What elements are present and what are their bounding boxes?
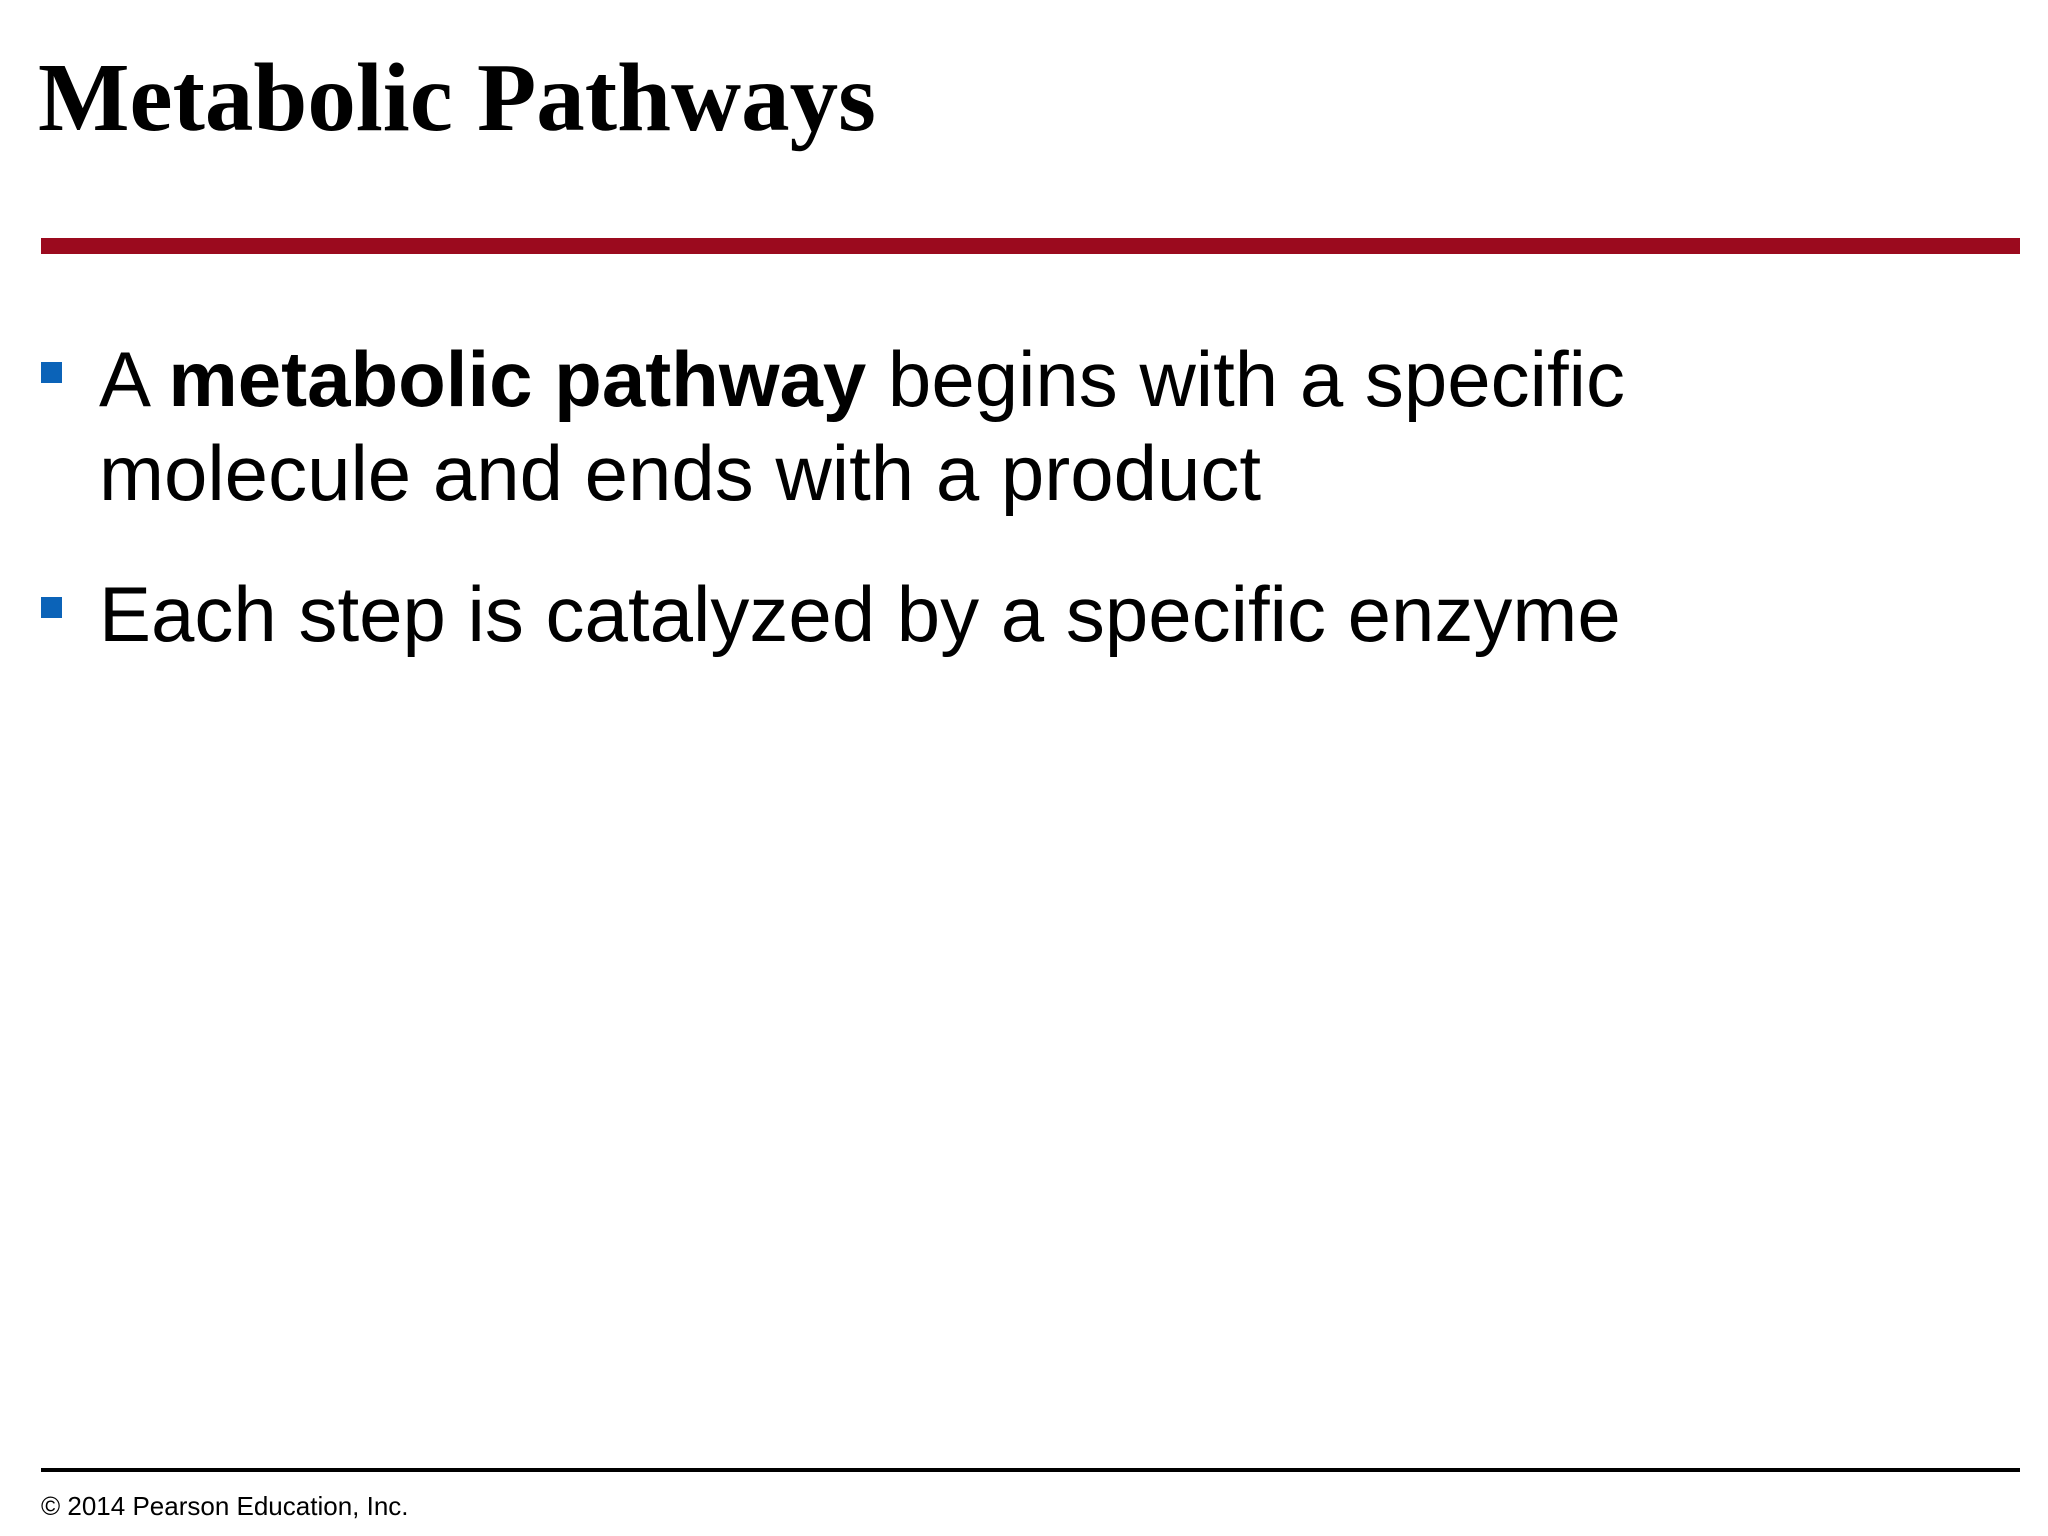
bullet-line: molecule and ends with a product [99, 429, 1262, 517]
slide-title: Metabolic Pathways [38, 44, 876, 151]
bullet-text [99, 567, 1799, 661]
bullet-text-suffix: begins with a specific [866, 335, 1625, 423]
bullet-text [99, 332, 1799, 520]
bullet-term-bold: metabolic pathway [168, 335, 867, 423]
footer-divider [41, 1468, 2020, 1472]
bullet-square-icon [41, 362, 62, 383]
copyright-notice: © 2014 Pearson Education, Inc. [41, 1491, 409, 1521]
bullet-line [99, 332, 1799, 426]
bullet-square-icon [41, 597, 62, 618]
title-divider [41, 238, 2020, 254]
bullet-text-prefix: A [99, 335, 169, 423]
bullet-line: Each step is catalyzed by a specific enzyme [99, 570, 1621, 658]
